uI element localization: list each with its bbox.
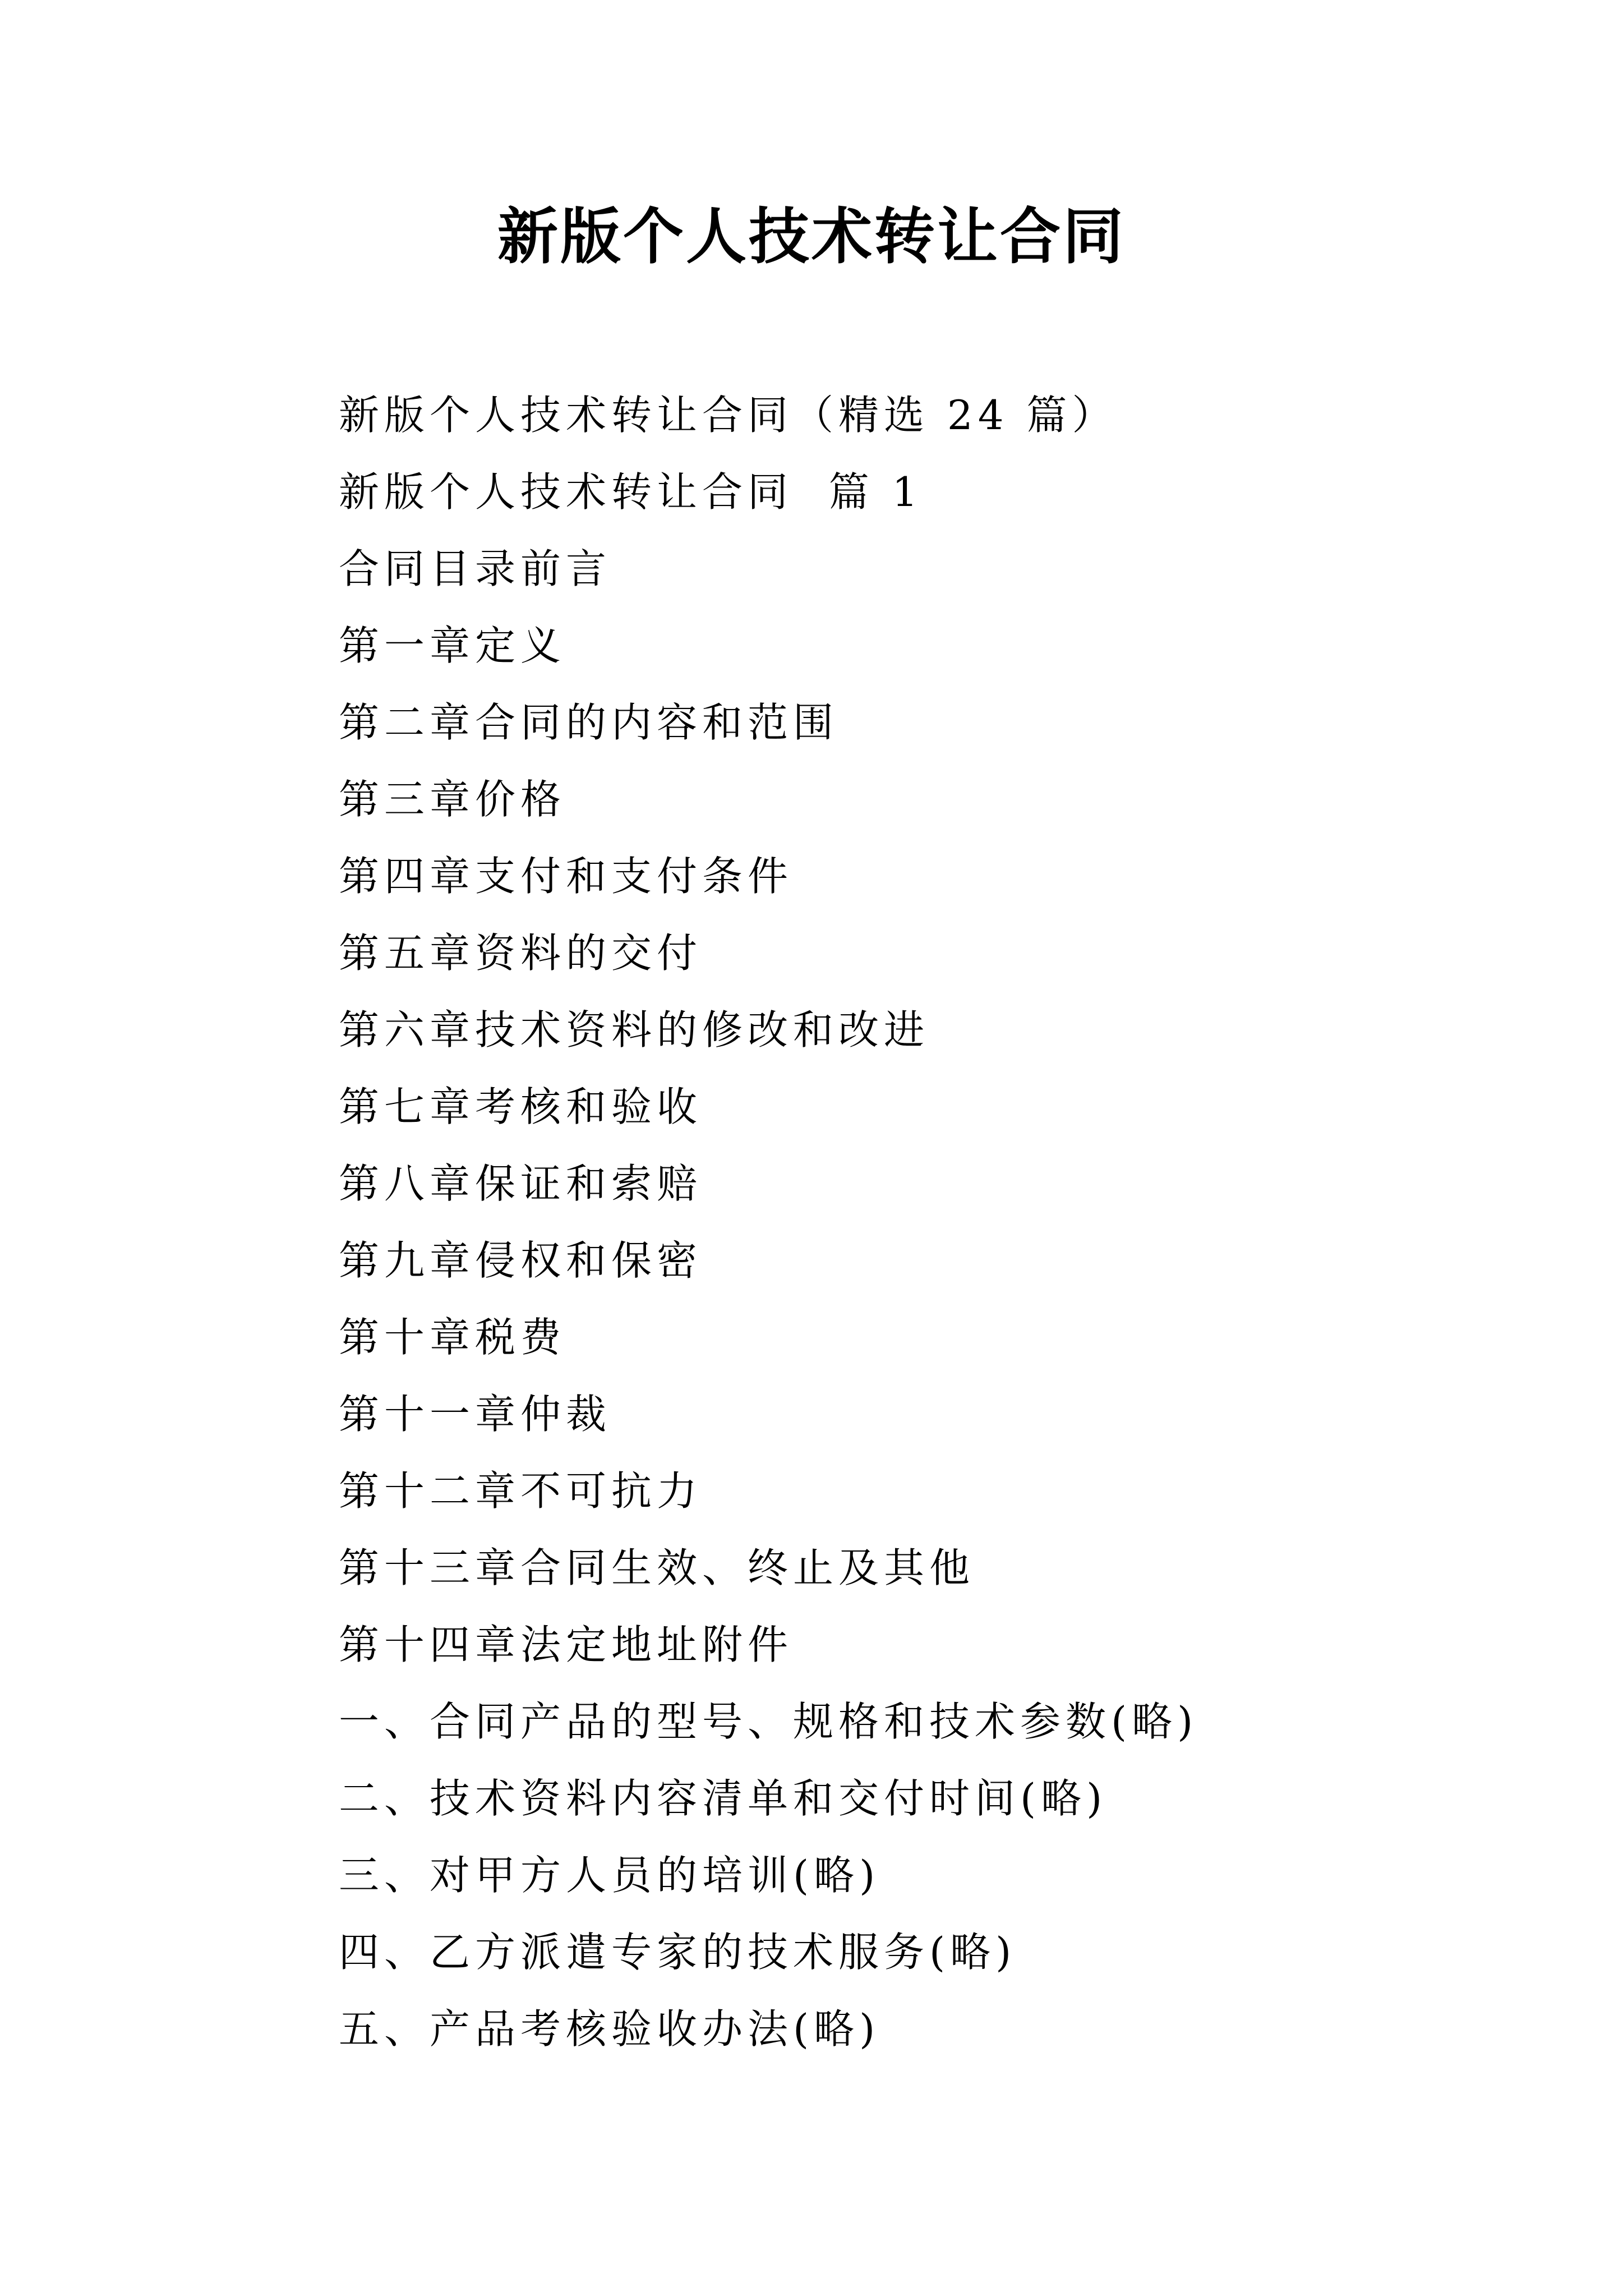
toc-line: 第一章定义 [339, 622, 566, 669]
toc-line: 第四章支付和支付条件 [339, 853, 794, 900]
toc-line: 第三章价格 [339, 776, 566, 823]
toc-line: 第十四章法定地址附件 [339, 1621, 794, 1668]
toc-line: 新版个人技术转让合同 篇 1 [339, 468, 923, 516]
toc-line: 一、合同产品的型号、规格和技术参数(略) [339, 1698, 1198, 1745]
toc-line: 新版个人技术转让合同（精选 24 篇） [339, 392, 1118, 439]
toc-line: 二、技术资料内容清单和交付时间(略) [339, 1775, 1108, 1822]
toc-line: 四、乙方派遣专家的技术服务(略) [339, 1929, 1017, 1976]
toc-line: 第六章技术资料的修改和改进 [339, 1006, 930, 1053]
table-of-contents [339, 377, 1573, 2068]
toc-line: 第十二章不可抗力 [339, 1467, 703, 1515]
toc-line: 第九章侵权和保密 [339, 1237, 703, 1284]
toc-line: 五、产品考核验收办法(略) [339, 2005, 880, 2053]
toc-line: 三、对甲方人员的培训(略) [339, 1852, 880, 1899]
toc-line: 第十章税费 [339, 1314, 566, 1361]
toc-line: 第八章保证和索赔 [339, 1160, 703, 1207]
toc-line: 第七章考核和验收 [339, 1083, 703, 1130]
toc-line: 合同目录前言 [339, 545, 612, 592]
toc-line: 第二章合同的内容和范围 [339, 699, 839, 746]
document-title: 新版个人技术转让合同 [497, 201, 1126, 272]
toc-line: 第十三章合同生效、终止及其他 [339, 1544, 975, 1591]
toc-line: 第十一章仲裁 [339, 1391, 612, 1438]
toc-line: 第五章资料的交付 [339, 930, 703, 977]
